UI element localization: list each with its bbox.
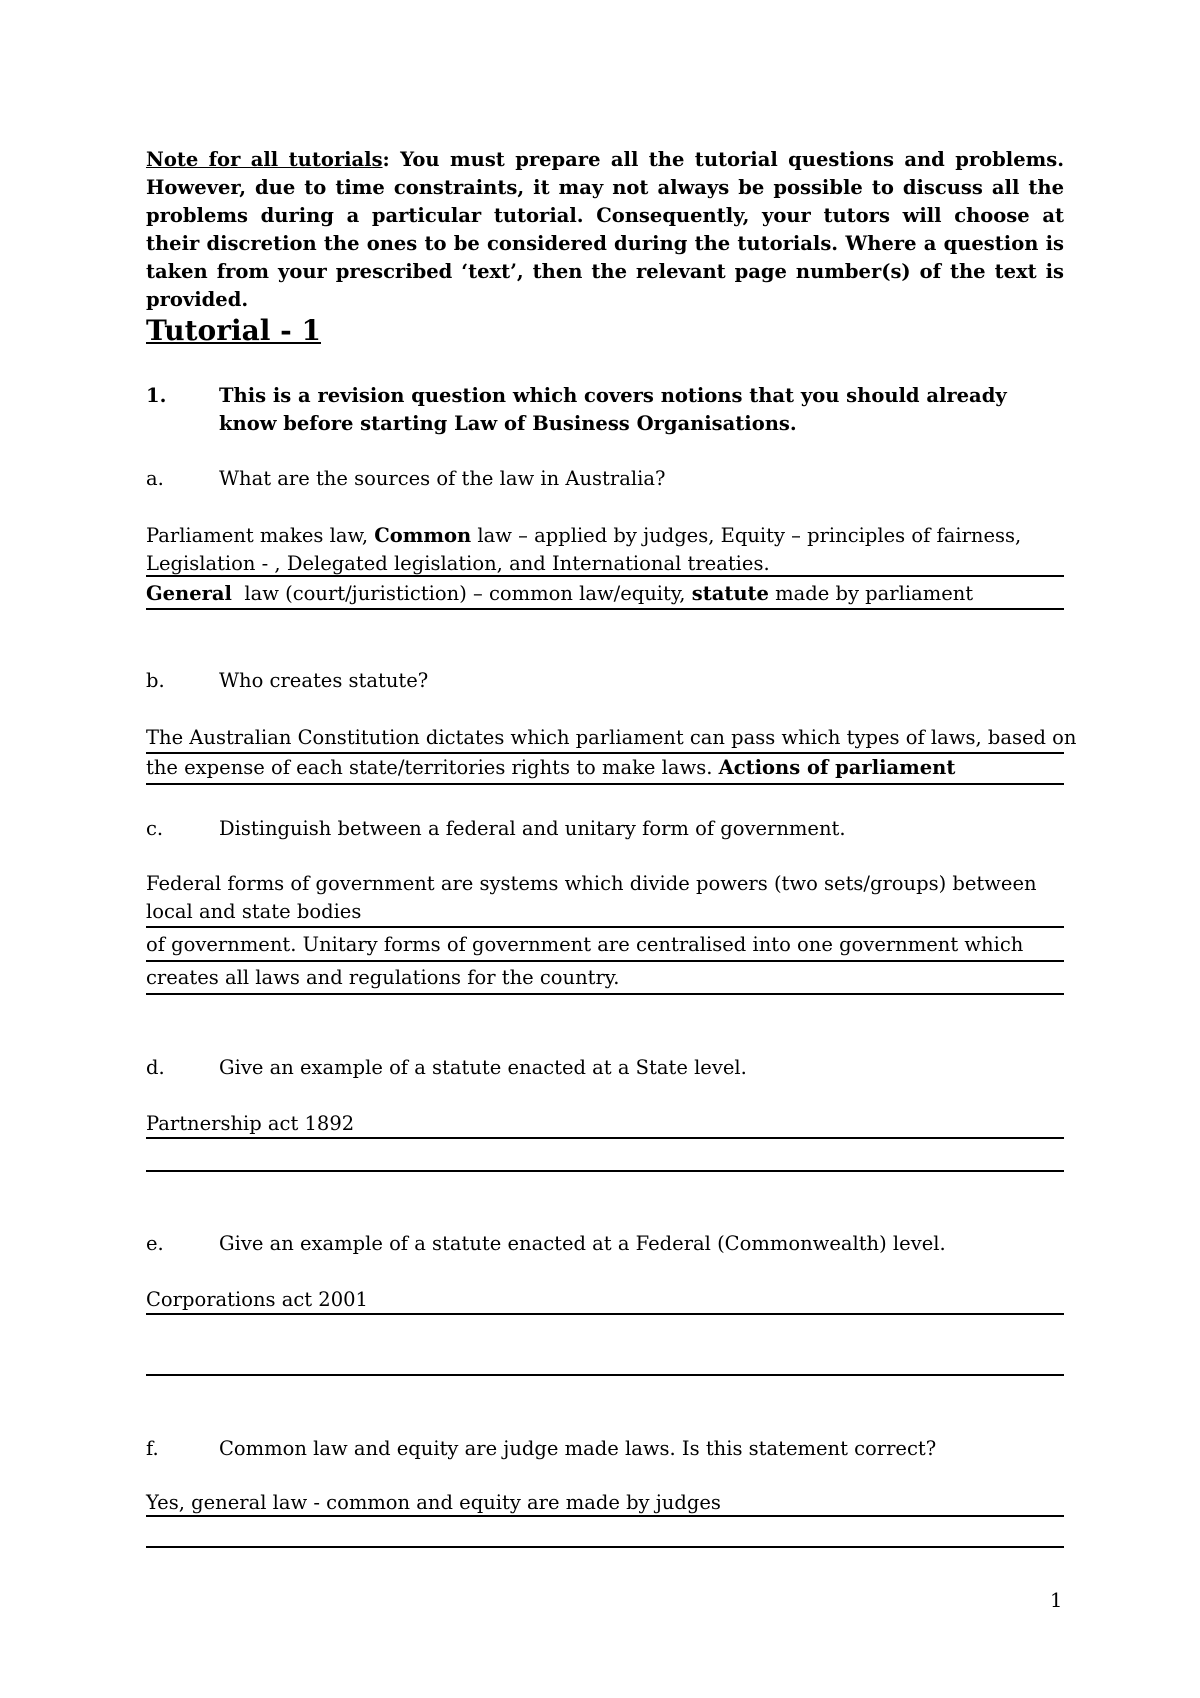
- question-number: 1.: [146, 384, 167, 407]
- part-f-question: Common law and equity are judge made laws. Is this statement correct?: [219, 1437, 937, 1460]
- answer-rule: [146, 1546, 1064, 1548]
- answer-rule: [146, 575, 1064, 577]
- part-f-letter: f.: [146, 1437, 159, 1460]
- part-a-answer-line-3: [146, 580, 1064, 608]
- part-e-letter: e.: [146, 1232, 164, 1255]
- answer-text: made by parliament: [768, 582, 974, 605]
- note-text: : You must prepare all the tutorial questions and problems. However, due to time constraints, it may not always be possible to discuss all the problems during a particular tutorial. Consequently, your tutors will choose at their discretion the ones to be considered during the tutorials. Where a question is taken from your prescribed ‘text’, then the relevant page number(s) of the text is provided.: [146, 148, 1064, 311]
- answer-bold-text: Common: [374, 524, 472, 547]
- answer-rule: [146, 926, 1064, 928]
- part-d-question: Give an example of a statute enacted at a State level.: [219, 1056, 747, 1079]
- part-d-answer: Partnership act 1892: [146, 1112, 355, 1135]
- part-e-question: Give an example of a statute enacted at a Federal (Commonwealth) level.: [219, 1232, 946, 1255]
- part-a-letter: a.: [146, 467, 164, 490]
- answer-text: the expense of each state/territories rights to make laws.: [146, 756, 719, 779]
- page-number: 1: [1050, 1589, 1063, 1612]
- answer-text: law (court/juristiction) – common law/equity,: [231, 582, 692, 605]
- answer-bold-text: statute: [691, 582, 769, 605]
- answer-bold-text: General: [146, 582, 232, 605]
- answer-rule: [146, 783, 1064, 785]
- part-a-answer-line-1: [146, 522, 1064, 550]
- part-c-answer-line-1: Federal forms of government are systems which divide powers (two sets/groups) between: [146, 872, 1037, 895]
- part-d-letter: d.: [146, 1056, 165, 1079]
- part-b-answer-line-1: The Australian Constitution dictates which parliament can pass which types of laws, based on: [146, 726, 1077, 749]
- answer-rule: [146, 960, 1064, 962]
- part-c-answer-line-4: creates all laws and regulations for the country.: [146, 966, 620, 989]
- part-f-answer: Yes, general law - common and equity are made by judges: [146, 1491, 721, 1514]
- answer-rule: [146, 608, 1064, 610]
- answer-rule: [146, 1515, 1064, 1517]
- page-title: Tutorial - 1: [146, 314, 321, 347]
- part-b-letter: b.: [146, 669, 165, 692]
- part-c-question: Distinguish between a federal and unitary form of government.: [219, 817, 846, 840]
- answer-text: Parliament makes law,: [146, 524, 375, 547]
- answer-rule: [146, 1313, 1064, 1315]
- note-label: Note for all tutorials: [146, 148, 383, 171]
- answer-bold-text: Actions of parliament: [718, 756, 956, 779]
- part-a-answer-line-2: Legislation - , Delegated legislation, and International treaties.: [146, 552, 770, 575]
- part-e-answer: Corporations act 2001: [146, 1288, 368, 1311]
- tutorial-note: [146, 146, 1064, 314]
- part-b-question: Who creates statute?: [219, 669, 429, 692]
- part-a-question: What are the sources of the law in Australia?: [219, 467, 666, 490]
- answer-rule: [146, 1374, 1064, 1376]
- answer-text: law – applied by judges, Equity – principles of fairness,: [471, 524, 1022, 547]
- part-b-answer-line-2: [146, 754, 1064, 782]
- question-text: This is a revision question which covers notions that you should already know before starting Law of Business Organisations.: [219, 384, 1007, 435]
- part-c-answer-line-3: of government. Unitary forms of government are centralised into one government which: [146, 933, 1024, 956]
- answer-rule: [146, 1170, 1064, 1172]
- answer-rule: [146, 993, 1064, 995]
- part-c-letter: c.: [146, 817, 164, 840]
- part-c-answer-line-2: local and state bodies: [146, 900, 362, 923]
- answer-rule: [146, 1137, 1064, 1139]
